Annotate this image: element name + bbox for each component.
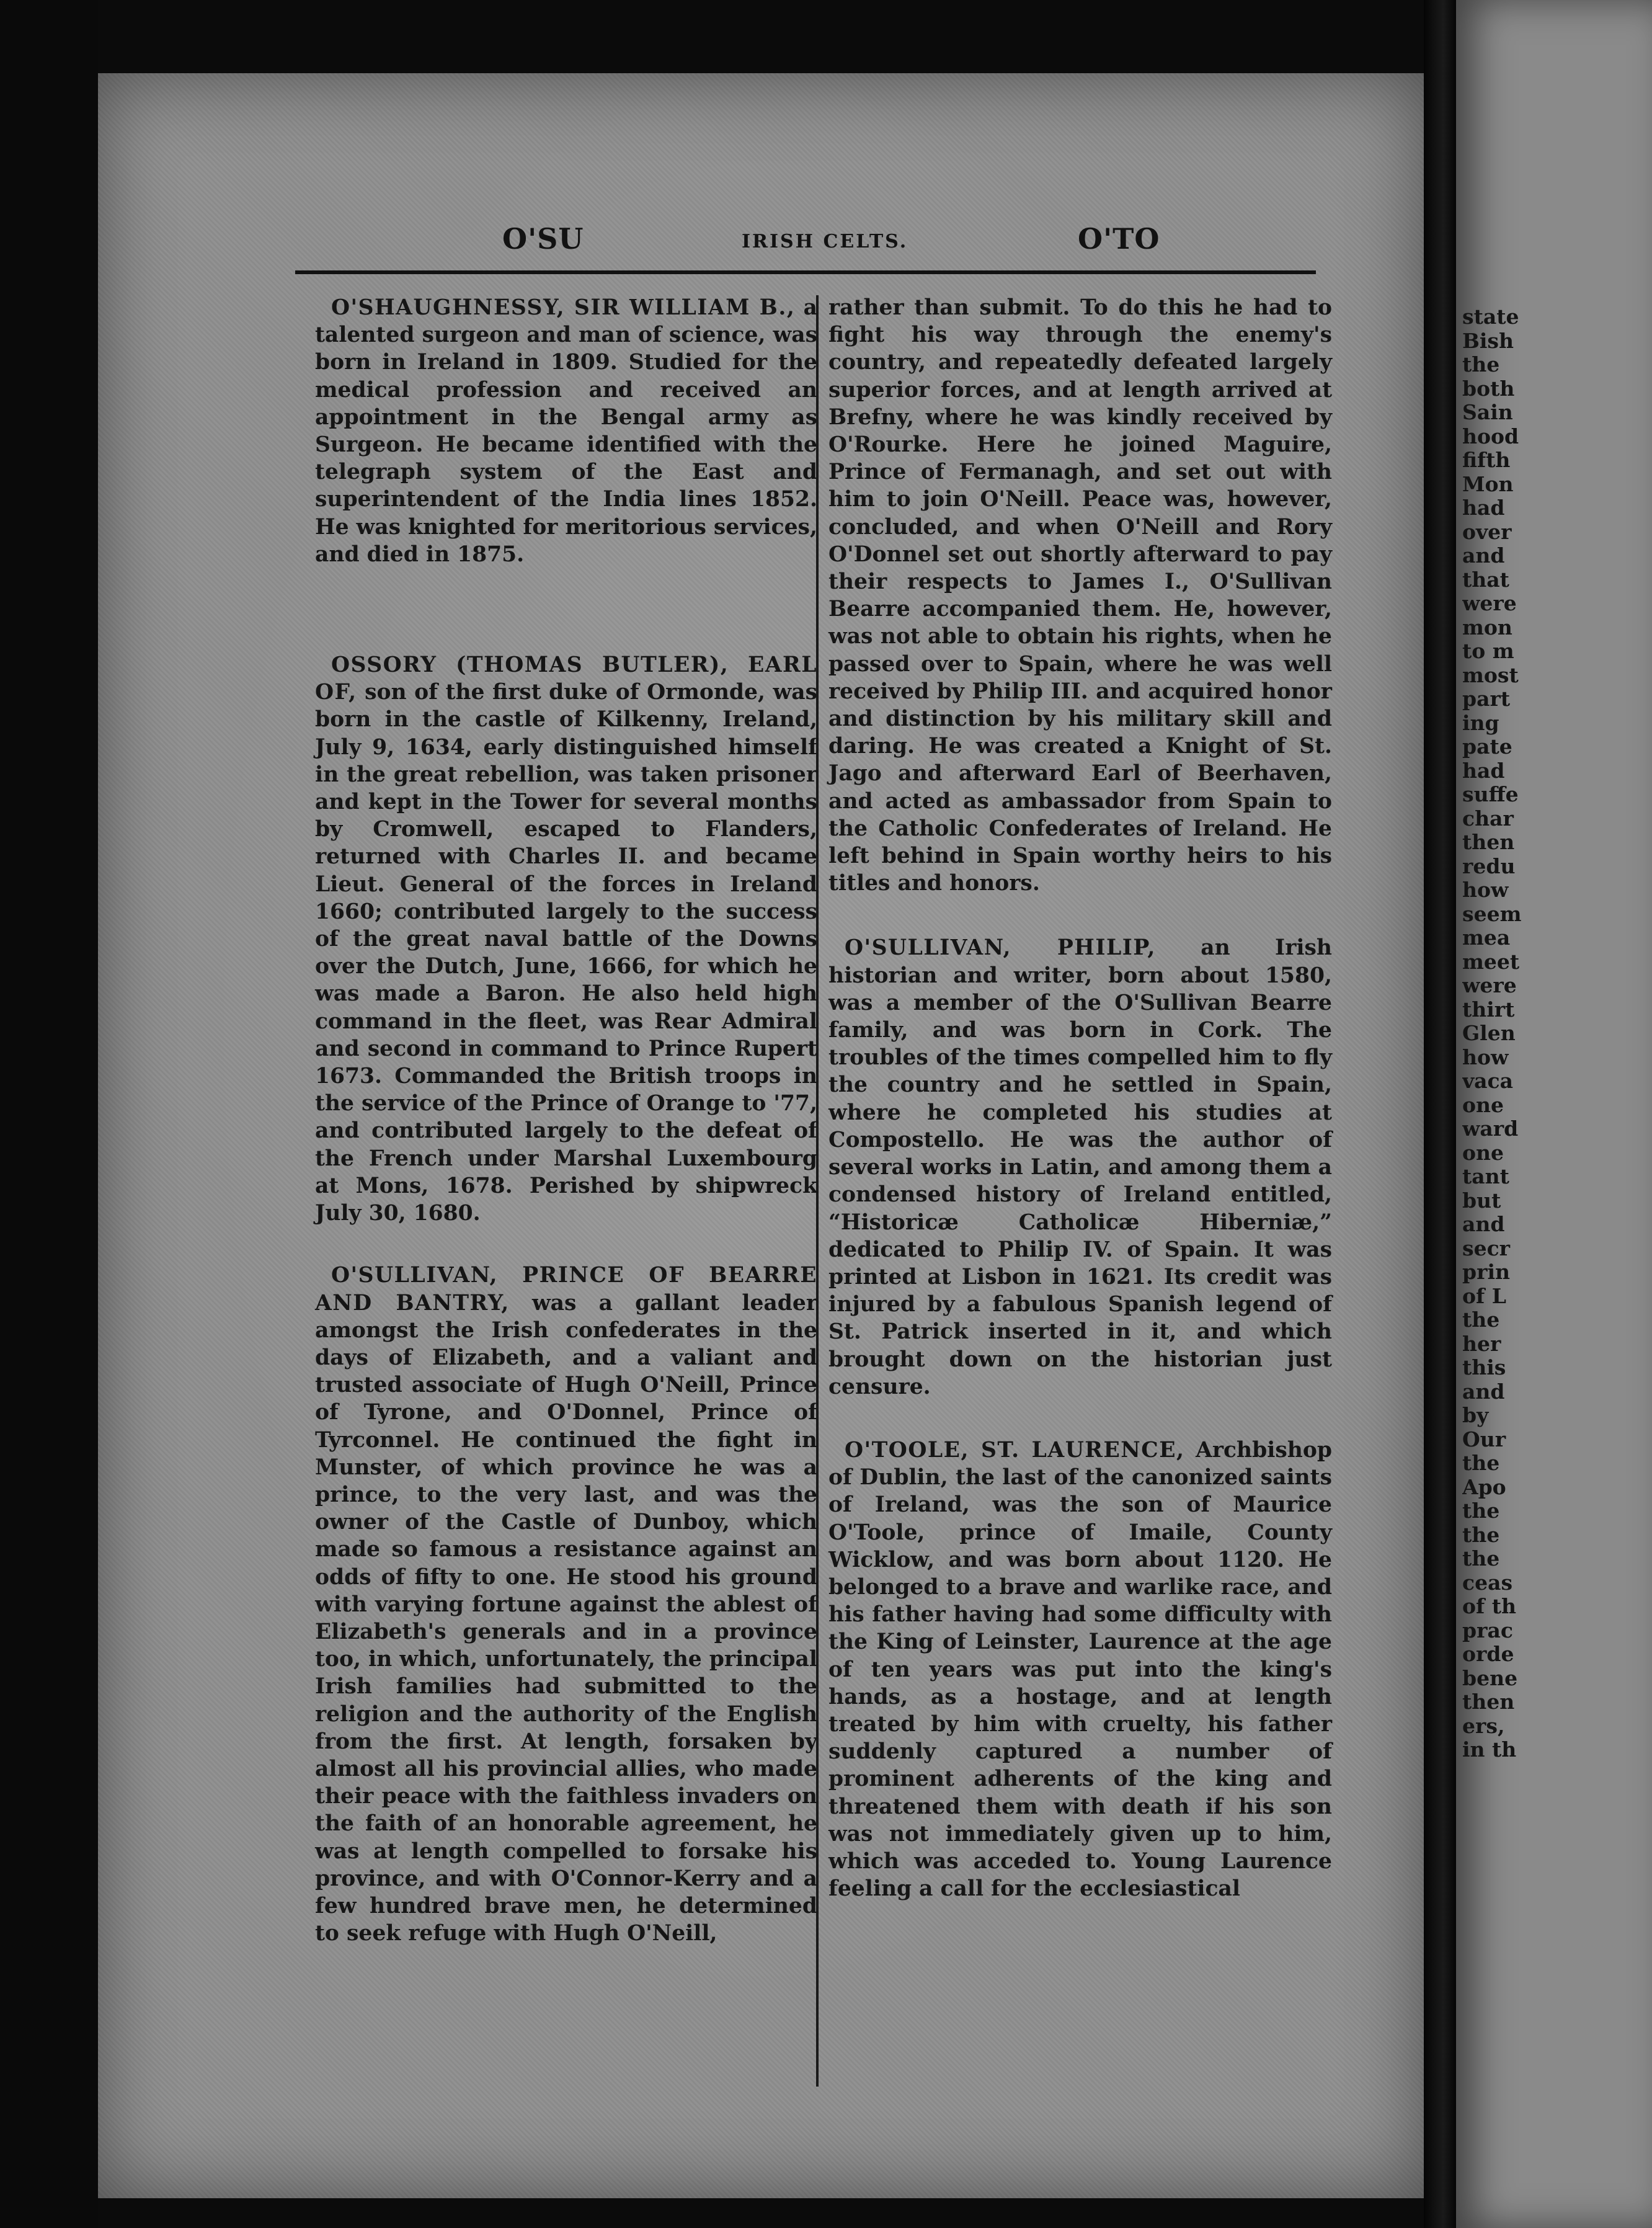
entry-otoole [828,1437,1332,1902]
left-column [315,294,817,1947]
entry-text: a talented surgeon and man of science, was born in Ireland in 1809. Studied for the medical profession and received an appointment in the Bengal army as Surgeon. He became identified with the telegraph system of the East and superintendent of the India lines 1852. He was knighted for meritorious services, and died in 1875. [315,295,817,567]
entry-text: Archbishop of Dublin, the last of the canonized saints of Ireland, was the son of Maurice O'Toole, prince of Imaile, County Wicklow, and was born about 1120. He belonged to a brave and warlike race, and his father having had some difficulty with the King of Leinster, Laurence at the age of ten years was put into the king's hands, as a hostage, and at length treated by him with cruelty, his father suddenly captured a number of prominent adherents of the king and threatened them with death if his son was not immediately given up to him, which was acceded to. Young Laurence feeling a call for the ecclesiastical [828,1437,1333,1902]
entry-headword: O'SHAUGHNESSY, SIR WILLIAM B., [331,295,796,320]
running-head-left: O'SU [502,222,584,256]
entry-headword: O'SULLIVAN, PHILIP, [845,935,1156,961]
entry-headword: OSSORY (THOMAS BUTLER), EARL OF, [315,653,817,705]
entry-osullivan-philip [828,934,1332,1400]
entry-osullivan-prince [315,1262,817,1947]
right-column [828,294,1332,1902]
entry-continuation: rather than submit. To do this he had to fight his way through the enemy's country, and repeatedly defeated largely superior forces, and at length arrived at Brefny, where he was kindly received by O'Rourke. Here he joined Maguire, Prince of Fermanagh, and set out with him to join O'Neill. Peace was, however, concluded, and when O'Neill and Rory O'Donnel set out shortly afterward to pay their respects to James I., O'Sullivan Bearre accompanied them. He, however, was not able to obtain his rights, when he passed over to Spain, where he was well received by Philip III. and acquired honor and distinction by his military skill and daring. He was created a Knight of St. Jago and afterward Earl of Beerhaven, and acted as ambassador from Spain to the Catholic Confederates of Ireland. He left behind in Spain worthy heirs to his titles and honors. [828,295,1332,896]
header-rule [295,270,1316,274]
entry-text: son of the first duke of Ormonde, was born in the castle of Kilkenny, Ireland, July 9, 1634, early distinguished himself in the great rebellion, was taken prisoner and kept in the Tower for several months by Cromwell, escaped to Flanders, returned with Charles II. and became Lieut. General of the forces in Ireland 1660; contributed largely to the success of the great naval battle of the Downs over the Dutch, June, 1666, for which he was made a Baron. He also held high command in the fleet, was Rear Admiral and second in command to Prince Rupert 1673. Commanded the British troops in the service of the Prince of Orange to '77, and contributed largely to the defeat of the French under Marshal Luxembourg at Mons, 1678. Perished by shipwreck July 30, 1680. [315,680,818,1226]
entry-headword: O'SULLIVAN, PRINCE OF BEARRE AND BANTRY, [315,1263,817,1316]
entry-text: was a gallant leader amongst the Irish confederates in the days of Elizabeth, and a valiant and trusted associate of Hugh O'Neill, Prince of Tyrone, and O'Donnel, Prince of Tyrconnel. He continued the fight in Munster, of which province he was a prince, to the very last, and was the owner of the Castle of Dunboy, which made so famous a resistance against an odds of fifty to one. He stood his ground with varying fortune against the ablest of Elizabeth's generals and in a province too, in which, unfortunately, the principal Irish families had submitted to the religion and the authority of the English from the first. At length, forsaken by almost all his provincial allies, who made their peace with the faithless invaders on the faith of an honorable agreement, he was at length compelled to forsake his province, and with O'Connor-Kerry and a few hundred brave men, he determined to seek refuge with Hugh O'Neill, [315,1290,818,1946]
entry-ossory [315,651,817,1227]
next-page-fragment: state Bish the both Sain hood fifth Mon had over and that were mon to m most part ing pate had suffe char then redu how seem mea meet were thirt Glen how vaca one ward one tant but and secr prin of L the her this and by Our the Apo the the the ceas of th prac orde bene then ers, in th [1462,305,1522,1762]
book-gutter [1424,0,1456,2228]
running-head-title: IRISH CELTS. [742,231,908,252]
running-head-right: O'TO [1078,222,1160,256]
entry-headword: O'TOOLE, ST. LAURENCE, [845,1437,1185,1463]
scan-border [0,0,98,2228]
entry-oshaughnessy [315,294,817,568]
entry-text: an Irish historian and writer, born about 1580, was a member of the O'Sullivan Bearre family, and was born in Cork. The troubles of the times compelled him to fly the country and he settled in Spain, where he completed his studies at Compostello. He was the author of several works in Latin, and among them a condensed history of Ireland entitled, “Historicæ Catholicæ Hiberniæ,” dedicated to Philip IV. of Spain. It was printed at Lisbon in 1621. Its credit was injured by a fabulous Spanish legend of St. Patrick inserted in it, and which brought down on the historian just censure. [828,935,1332,1399]
